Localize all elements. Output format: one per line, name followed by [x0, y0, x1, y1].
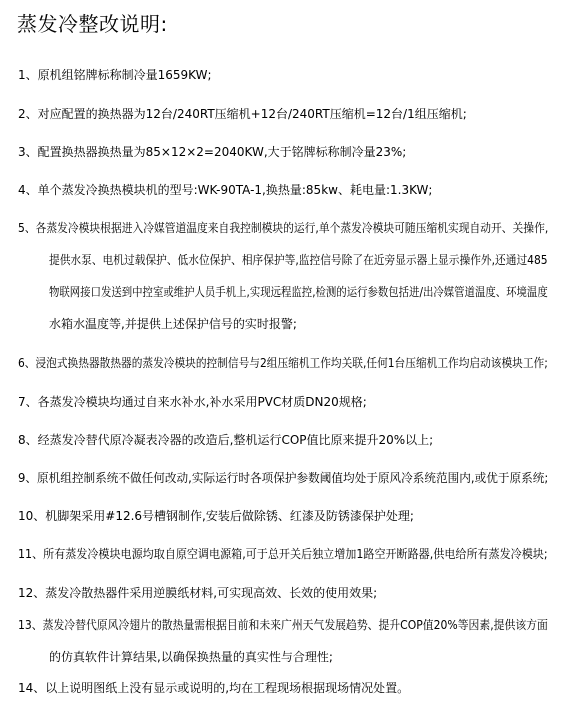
- list-item: 11、所有蒸发冷模块电源均取自原空调电源箱,可于总开关后独立增加1路空开断路器,供电给所有蒸发冷模块;: [18, 547, 548, 561]
- list-item: 7、各蒸发冷模块均通过自来水补水,补水采用PVC材质DN20规格;: [18, 395, 367, 409]
- list-item: 14、以上说明图纸上没有显示或说明的,均在工程现场根据现场情况处置。: [18, 681, 410, 695]
- list-item: 6、浸泡式换热器散热器的蒸发冷模块的控制信号与2组压缩机工作均关联,任何1台压缩机工作均启动该模块工作;: [18, 356, 548, 370]
- list-item: 13、蒸发冷替代原风冷翅片的散热量需根据目前和未来广州天气发展趋势、提升COP值20%等因素,提供该方面: [18, 618, 548, 632]
- list-item: 1、原机组铭牌标称制冷量1659KW;: [18, 68, 212, 82]
- list-item-continuation: 的仿真软件计算结果,以确保换热量的真实性与合理性;: [49, 650, 333, 664]
- list-item-continuation: 物联网接口发送到中控室或维护人员手机上,实现远程监控,检测的运行参数包括进/出冷媒管道温度、环境温度: [49, 285, 548, 299]
- list-item-continuation: 水箱水温度等,并提供上述保护信号的实时报警;: [49, 317, 297, 331]
- list-item-continuation: 提供水泵、电机过载保护、低水位保护、相序保护等,监控信号除了在近旁显示器上显示操作外,还通过485: [49, 253, 548, 267]
- list-item: 5、各蒸发冷模块根据进入冷媒管道温度来自我控制模块的运行,单个蒸发冷模块可随压缩机实现自动开、关操作,: [18, 221, 549, 235]
- list-item: 12、蒸发冷散热器件采用逆膜纸材料,可实现高效、长效的使用效果;: [18, 586, 378, 600]
- list-item: 8、经蒸发冷替代原冷凝表冷器的改造后,整机运行COP值比原来提升20%以上;: [18, 433, 434, 447]
- list-item: 4、单个蒸发冷换热模块机的型号:WK-90TA-1,换热量:85kw、耗电量:1.3KW;: [18, 183, 433, 197]
- document-title: 蒸发冷整改说明:: [17, 12, 168, 36]
- list-item: 2、对应配置的换热器为12台/240RT压缩机+12台/240RT压缩机=12台/1组压缩机;: [18, 107, 467, 121]
- list-item: 3、配置换热器换热量为85×12×2=2040KW,大于铭牌标称制冷量23%;: [18, 145, 407, 159]
- list-item: 10、机脚架采用#12.6号槽钢制作,安装后做除锈、红漆及防锈漆保护处理;: [18, 509, 414, 523]
- list-item: 9、原机组控制系统不做任何改动,实际运行时各项保护参数阈值均处于原风冷系统范围内,或优于原系统;: [18, 471, 549, 485]
